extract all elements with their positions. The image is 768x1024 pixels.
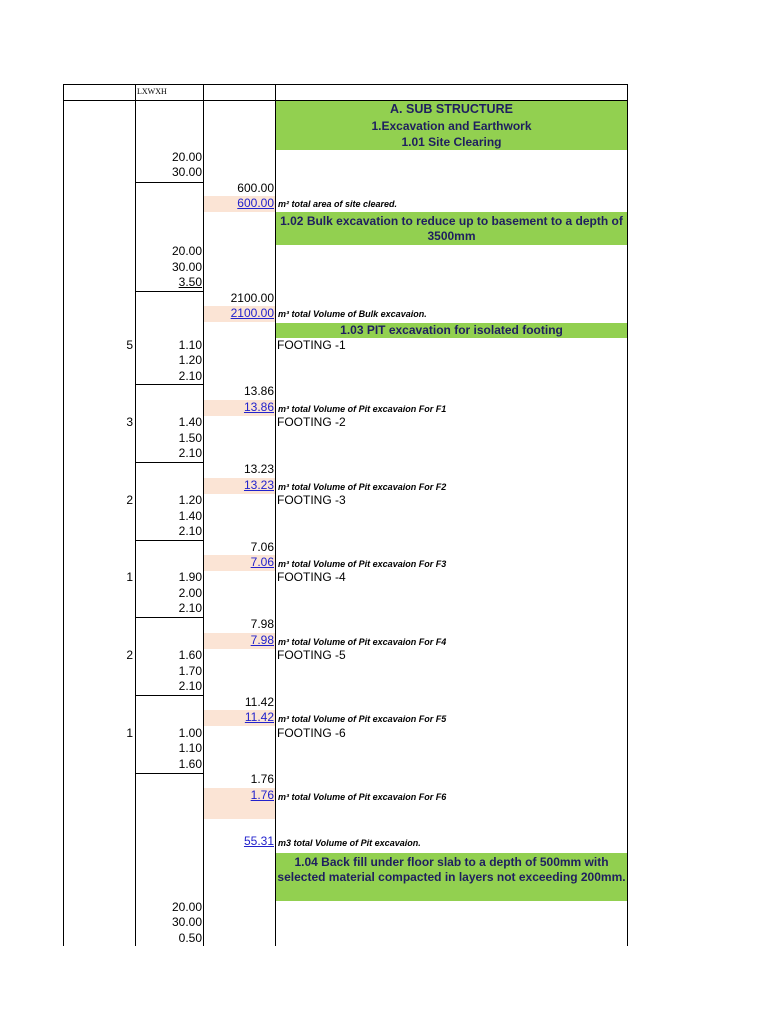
footing-count: 3	[126, 415, 133, 429]
section-heading-backfill: 1.04 Back fill under floor slab to a depth of 500mm with selected material compacted in layers not exceeding 200mm.	[276, 853, 627, 901]
pit-total-link[interactable]: 55.31	[243, 834, 274, 848]
subtotal: 600.00	[237, 181, 274, 195]
dim-w: 30.00	[171, 165, 202, 179]
subtotal: 7.06	[250, 540, 274, 554]
total-note: m³ total Volume of Pit excavaion For F6	[278, 792, 447, 802]
col-right-border	[627, 84, 628, 946]
dim-l: 20.00	[171, 900, 202, 914]
total-note: m³ total Volume of Pit excavaion For F4	[278, 637, 447, 647]
dim-h: 2.10	[178, 679, 202, 693]
footing-label: FOOTING -5	[277, 648, 346, 662]
footing-label: FOOTING -6	[277, 726, 346, 740]
footing-count: 5	[126, 338, 133, 352]
subtotal: 11.42	[244, 695, 274, 709]
dim-l: 1.20	[178, 493, 202, 507]
dim-l: 1.60	[178, 648, 202, 662]
heading-site-clearing: 1.01 Site Clearing	[401, 135, 502, 149]
block-separator	[135, 384, 203, 385]
footing-label: FOOTING -4	[277, 570, 346, 584]
table-top-border	[63, 84, 627, 85]
total-link[interactable]: 7.06	[250, 555, 274, 569]
dim-h: 3.50	[178, 275, 202, 289]
block-separator	[135, 182, 203, 183]
dim-w: 1.50	[178, 431, 202, 445]
dimension-header: LXWXH	[137, 87, 167, 96]
dim-h: 1.60	[178, 757, 202, 771]
block-separator	[135, 695, 203, 696]
total-link[interactable]: 13.86	[243, 400, 274, 414]
footing-label: FOOTING -3	[277, 493, 346, 507]
total-note: m² total area of site cleared.	[278, 199, 398, 209]
block-separator	[135, 540, 203, 541]
subtotal: 1.76	[250, 772, 274, 786]
dim-h: 0.50	[178, 931, 202, 945]
section-heading-pit: 1.03 PIT excavation for isolated footing	[276, 323, 627, 338]
dim-l: 20.00	[171, 244, 202, 258]
total-note: m³ total Volume of Pit excavaion For F2	[278, 482, 447, 492]
dim-l: 20.00	[171, 150, 202, 164]
dim-w: 1.20	[178, 353, 202, 367]
footing-count: 2	[126, 648, 133, 662]
dim-h: 2.10	[178, 369, 202, 383]
pit-total-note: m3 total Volume of Pit excavaion.	[278, 838, 421, 848]
subtotal: 2100.00	[230, 291, 274, 305]
block-separator	[135, 617, 203, 618]
heading-sub-structure: A. SUB STRUCTURE	[390, 102, 513, 116]
footing-count: 1	[126, 570, 133, 584]
footing-count: 2	[126, 493, 133, 507]
dim-l: 1.40	[178, 415, 202, 429]
dim-h: 2.10	[178, 446, 202, 460]
subtotal: 13.86	[243, 384, 274, 398]
total-note: m³ total Volume of Bulk excavaion.	[278, 309, 427, 319]
total-link[interactable]: 2100.00	[230, 306, 274, 320]
dim-l: 1.00	[178, 726, 202, 740]
dim-w: 30.00	[171, 260, 202, 274]
dim-w: 30.00	[171, 915, 202, 929]
subtotal: 13.23	[243, 462, 274, 476]
dim-w: 1.40	[178, 509, 202, 523]
section-heading-bulk: 1.02 Bulk excavation to reduce up to basement to a depth of 3500mm	[276, 212, 627, 245]
block-separator	[135, 291, 203, 292]
col-left-border	[63, 84, 64, 101]
total-note: m³ total Volume of Pit excavaion For F5	[278, 714, 447, 724]
subtotal: 7.98	[250, 617, 274, 631]
dim-h: 2.10	[178, 601, 202, 615]
block-separator	[135, 462, 203, 463]
total-note: m³ total Volume of Pit excavaion For F1	[278, 404, 447, 414]
dim-l: 1.90	[178, 570, 202, 584]
total-link[interactable]: 600.00	[237, 196, 274, 210]
footing-label: FOOTING -1	[277, 338, 346, 352]
heading-excavation: 1.Excavation and Earthwork	[371, 119, 532, 133]
footing-label: FOOTING -2	[277, 415, 346, 429]
row-left-border	[63, 100, 64, 946]
dim-w: 1.10	[178, 741, 202, 755]
total-link[interactable]: 1.76	[250, 788, 274, 802]
section-heading-substructure	[276, 101, 627, 150]
block-separator	[135, 773, 203, 774]
total-link[interactable]: 7.98	[250, 633, 274, 647]
total-link[interactable]: 11.42	[244, 710, 274, 724]
dim-w: 2.00	[178, 586, 202, 600]
col-divider-1	[135, 84, 136, 946]
footing-count: 1	[126, 726, 133, 740]
dim-w: 1.70	[178, 664, 202, 678]
total-note: m³ total Volume of Pit excavaion For F3	[278, 559, 447, 569]
total-link[interactable]: 13.23	[243, 478, 274, 492]
dim-l: 1.10	[178, 338, 202, 352]
dim-h: 2.10	[178, 524, 202, 538]
